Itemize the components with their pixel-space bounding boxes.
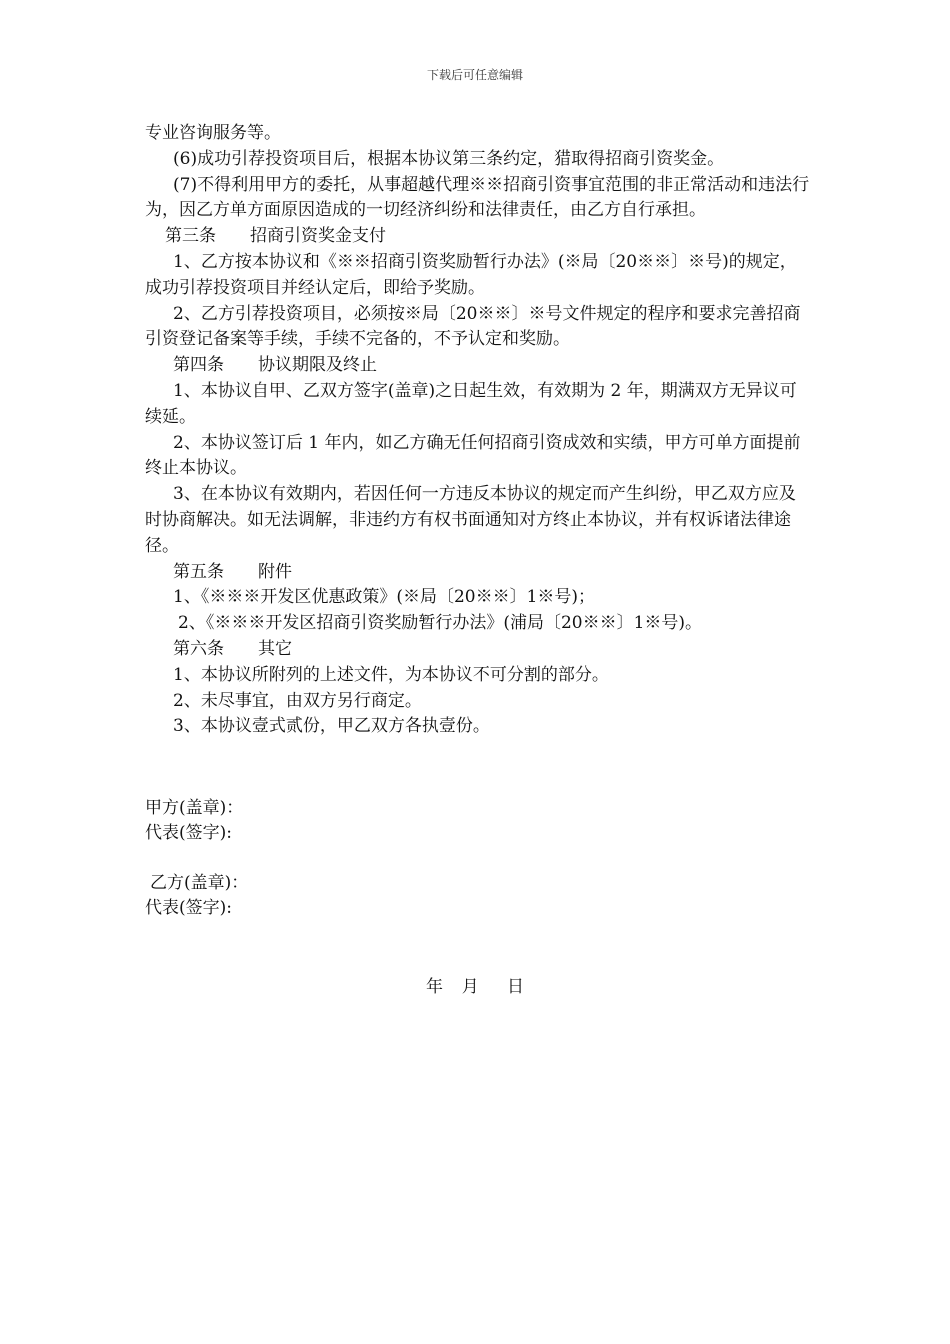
list-item: 1、《※※※开发区优惠政策》(※局〔20※※〕1※号)； [173,587,596,608]
party-a-seal-label: 甲方(盖章)： [145,798,244,818]
party-b-block [145,871,248,921]
party-b-rep-label: 代表(签字): [145,898,232,918]
date-line: 年 月 日 [425,977,525,997]
party-a-block [145,796,243,846]
article-heading: 第三条 招商引资奖金支付 [165,226,386,247]
article-heading: 第五条 附件 [173,561,292,582]
paragraph: 2、本协议签订后 1 年内，如乙方确无任何招商引资成效和实绩，甲方可单方面提前终止本协议。 [145,432,801,479]
article-heading: 第四条 协议期限及终止 [173,355,377,376]
document-body [145,121,811,740]
list-item: 1、本协议所附列的上述文件，为本协议不可分割的部分。 [173,664,609,685]
list-item: 2、未尽事宜，由双方另行商定。 [173,690,422,711]
list-item: 2、《※※※开发区招商引资奖励暂行办法》(浦局〔20※※〕1※号)。 [178,613,703,634]
paragraph: 专业咨询服务等。 [145,123,281,143]
paragraph: (6)成功引荐投资项目后，根据本协议第三条约定，猎取得招商引资奖金。 [173,148,725,169]
party-a-rep-label: 代表(签字): [145,823,232,843]
paragraph: 2、乙方引荐投资项目，必须按※局〔20※※〕※号文件规定的程序和要求完善招商引资登记备案等手续，手续不完备的，不予认定和奖励。 [145,303,801,350]
paragraph: (7)不得利用甲方的委托，从事超越代理※※招商引资事宜范围的非正常活动和违法行为，因乙方单方面原因造成的一切经济纠纷和法律责任，由乙方自行承担。 [145,174,810,221]
list-item: 3、本协议壹式贰份，甲乙双方各执壹份。 [173,716,490,737]
paragraph: 3、在本协议有效期内，若因任何一方违反本协议的规定而产生纠纷，甲乙双方应及时协商解决。如无法调解，非违约方有权书面通知对方终止本协议，并有权诉诸法律途径。 [145,484,796,556]
page-header: 下载后可任意编辑 [426,68,523,82]
paragraph: 1、本协议自甲、乙双方签字(盖章)之日起生效，有效期为 2 年，期满双方无异议可续延。 [145,380,797,427]
party-b-seal-label: 乙方(盖章)： [150,873,249,893]
paragraph: 1、乙方按本协议和《※※招商引资奖励暂行办法》(※局〔20※※〕※号)的规定，成功引荐投资项目并经认定后，即给予奖励。 [145,251,797,298]
article-heading: 第六条 其它 [173,638,292,659]
